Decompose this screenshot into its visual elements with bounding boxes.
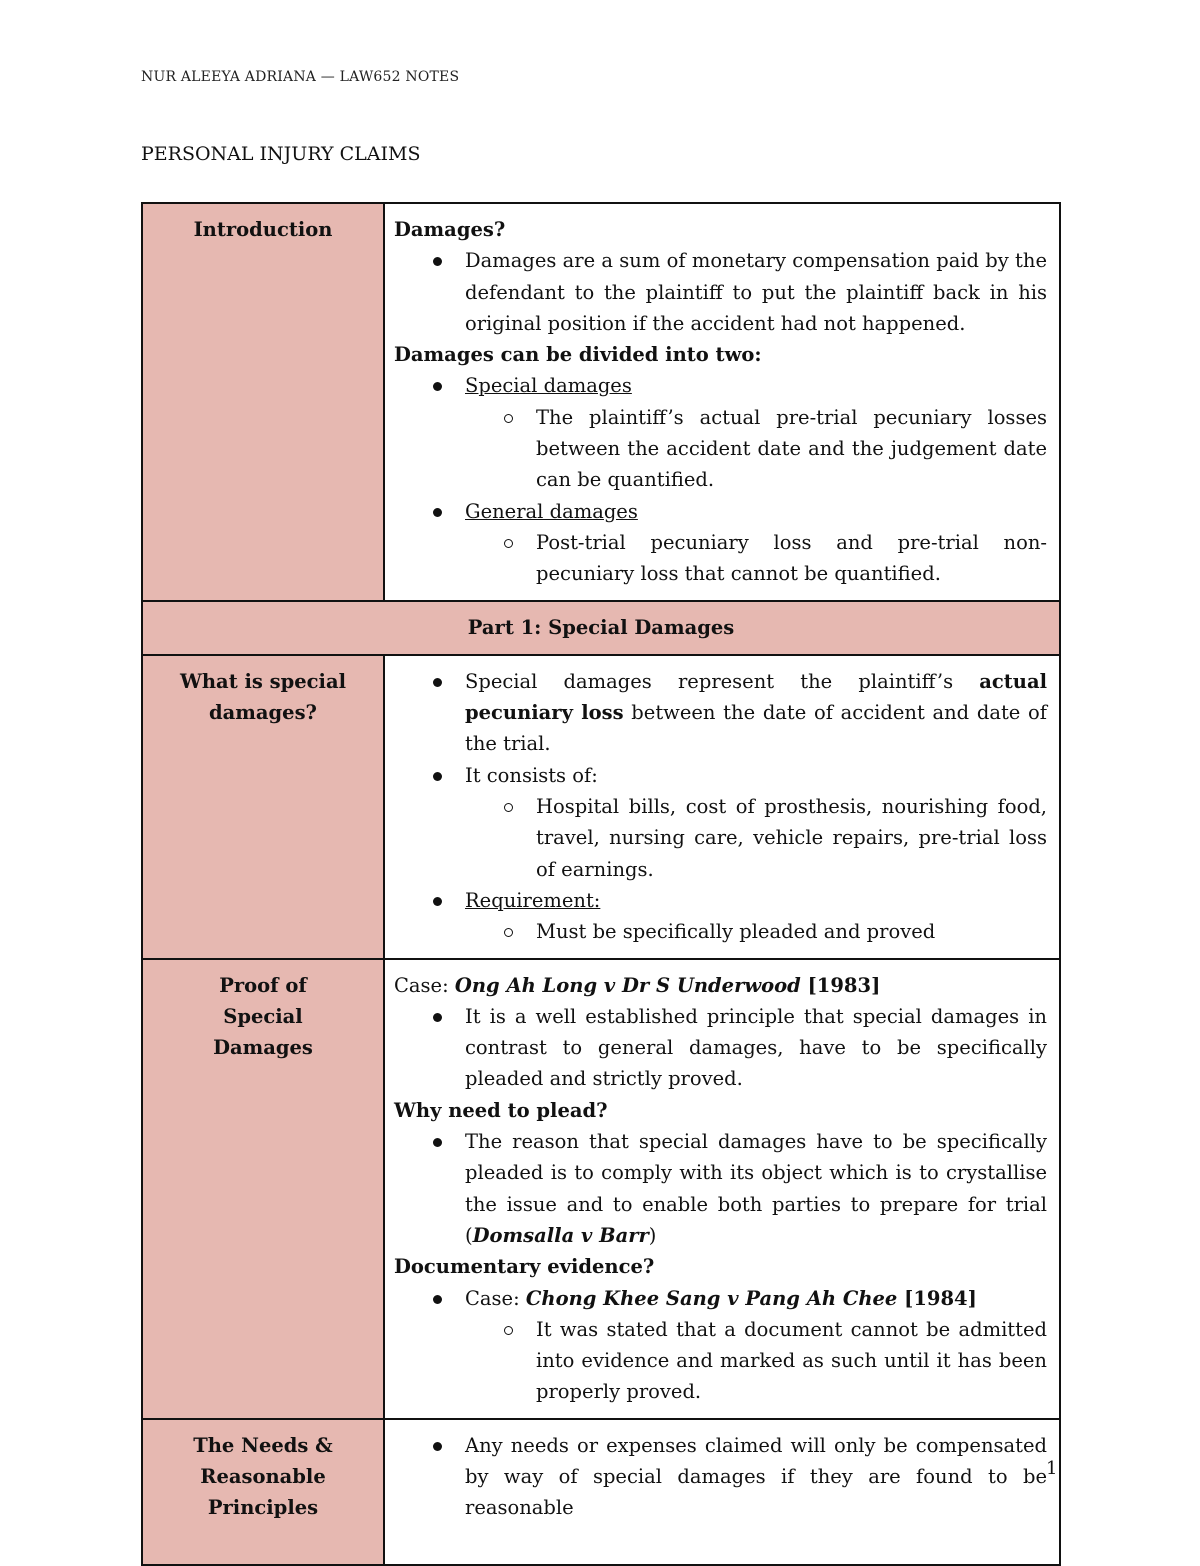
sub-list-item: The plaintiff’s actual pre-trial pecuniary losses between the accident date and the judgement date can be quantified.: [394, 402, 1047, 496]
sub-list-item: Must be specifically pleaded and proved: [394, 916, 1047, 947]
text-run: between the date of accident and date of the trial.: [465, 701, 1048, 756]
case-year: [1984]: [897, 1286, 977, 1310]
requirement-term: Requirement:: [465, 888, 601, 912]
case-year: [1983]: [800, 973, 881, 997]
question-why-plead: Why need to plead?: [394, 1098, 608, 1122]
sub-list-item: It was stated that a document cannot be admitted into evidence and marked as such until it has been properly proved.: [394, 1314, 1047, 1408]
sub-bullet-list: [465, 402, 1047, 496]
row-label-needs: The Needs & Reasonable Principles: [142, 1419, 384, 1565]
question-documentary-evidence: Documentary evidence?: [394, 1255, 655, 1279]
row-label-what-is: What is special damages?: [142, 655, 384, 959]
section-heading-part1: Part 1: Special Damages: [142, 601, 1060, 655]
general-damages-term: General damages: [465, 499, 638, 523]
sub-bullet-list: [465, 791, 1047, 885]
text-run: Case:: [394, 973, 455, 997]
text-run: It consists of:: [465, 763, 598, 787]
bullet-list: [394, 370, 1047, 589]
row-label-proof: Proof of Special Damages: [142, 959, 384, 1419]
text-run: The reason that special damages have to be specifically pleaded is to comply with its object which is to crystallise the issue and to enable both parties to prepare for trial (: [465, 1130, 1047, 1247]
question-divided: Damages can be divided into two:: [394, 343, 762, 367]
case-name: Chong Khee Sang v Pang Ah Chee: [525, 1286, 898, 1310]
notes-table: [141, 202, 1061, 1566]
page-header: NUR ALEEYA ADRIANA — LAW652 NOTES: [141, 69, 460, 85]
row-content-introduction: [384, 203, 1060, 601]
bullet-list: [394, 1283, 1047, 1408]
list-item: [394, 760, 1047, 885]
case-name: Ong Ah Long v Dr S Underwood: [454, 973, 801, 997]
bullet-list: [394, 245, 1047, 339]
bullet-list: [394, 1126, 1047, 1251]
sub-bullet-list: [465, 1314, 1047, 1408]
case-name: Domsalla v Barr: [472, 1223, 649, 1247]
table-row-proof: [142, 959, 1060, 1419]
list-item: [394, 1283, 1047, 1408]
text-run: Special damages represent the plaintiff’s: [465, 669, 980, 693]
row-label-introduction: Introduction: [142, 203, 384, 601]
row-content-proof: [384, 959, 1060, 1419]
list-item: [394, 885, 1047, 948]
text-run: Case:: [465, 1286, 526, 1310]
bullet-list: [394, 1430, 1047, 1524]
list-item: Damages are a sum of monetary compensation paid by the defendant to the plaintiff to put the plaintiff back in his original position if the accident had not happened.: [394, 245, 1047, 339]
sub-list-item: Hospital bills, cost of prosthesis, nourishing food, travel, nursing care, vehicle repairs, pre-trial loss of earnings.: [394, 791, 1047, 885]
case-citation: [394, 970, 1047, 1001]
row-content-what-is: [384, 655, 1060, 959]
table-row-part1: [142, 601, 1060, 655]
table-row-needs: [142, 1419, 1060, 1565]
question-damages: Damages?: [394, 218, 506, 241]
list-item: It is a well established principle that special damages in contrast to general damages, have to be specifically pleaded and strictly proved.: [394, 1001, 1047, 1095]
page-number: 1: [1046, 1458, 1058, 1479]
bullet-list: [394, 666, 1047, 948]
bullet-list: [394, 1001, 1047, 1095]
list-item: Any needs or expenses claimed will only be compensated by way of special damages if they are found to be reasonable: [394, 1430, 1047, 1524]
sub-bullet-list: [465, 916, 1047, 947]
document-title: PERSONAL INJURY CLAIMS: [141, 143, 421, 165]
list-item: [394, 666, 1047, 760]
emphasis-actual-pecuniary-loss: actual pecuniary loss: [465, 669, 1047, 725]
list-item: [394, 1126, 1047, 1251]
text-run: ): [648, 1223, 657, 1247]
list-item: [394, 370, 1047, 495]
list-item: [394, 496, 1047, 590]
table-row-what-is: [142, 655, 1060, 959]
table-row-introduction: [142, 203, 1060, 601]
row-content-needs: [384, 1419, 1060, 1565]
sub-list-item: Post-trial pecuniary loss and pre-trial non-pecuniary loss that cannot be quantified.: [394, 527, 1047, 590]
special-damages-term: Special damages: [465, 374, 632, 398]
sub-bullet-list: [465, 527, 1047, 590]
